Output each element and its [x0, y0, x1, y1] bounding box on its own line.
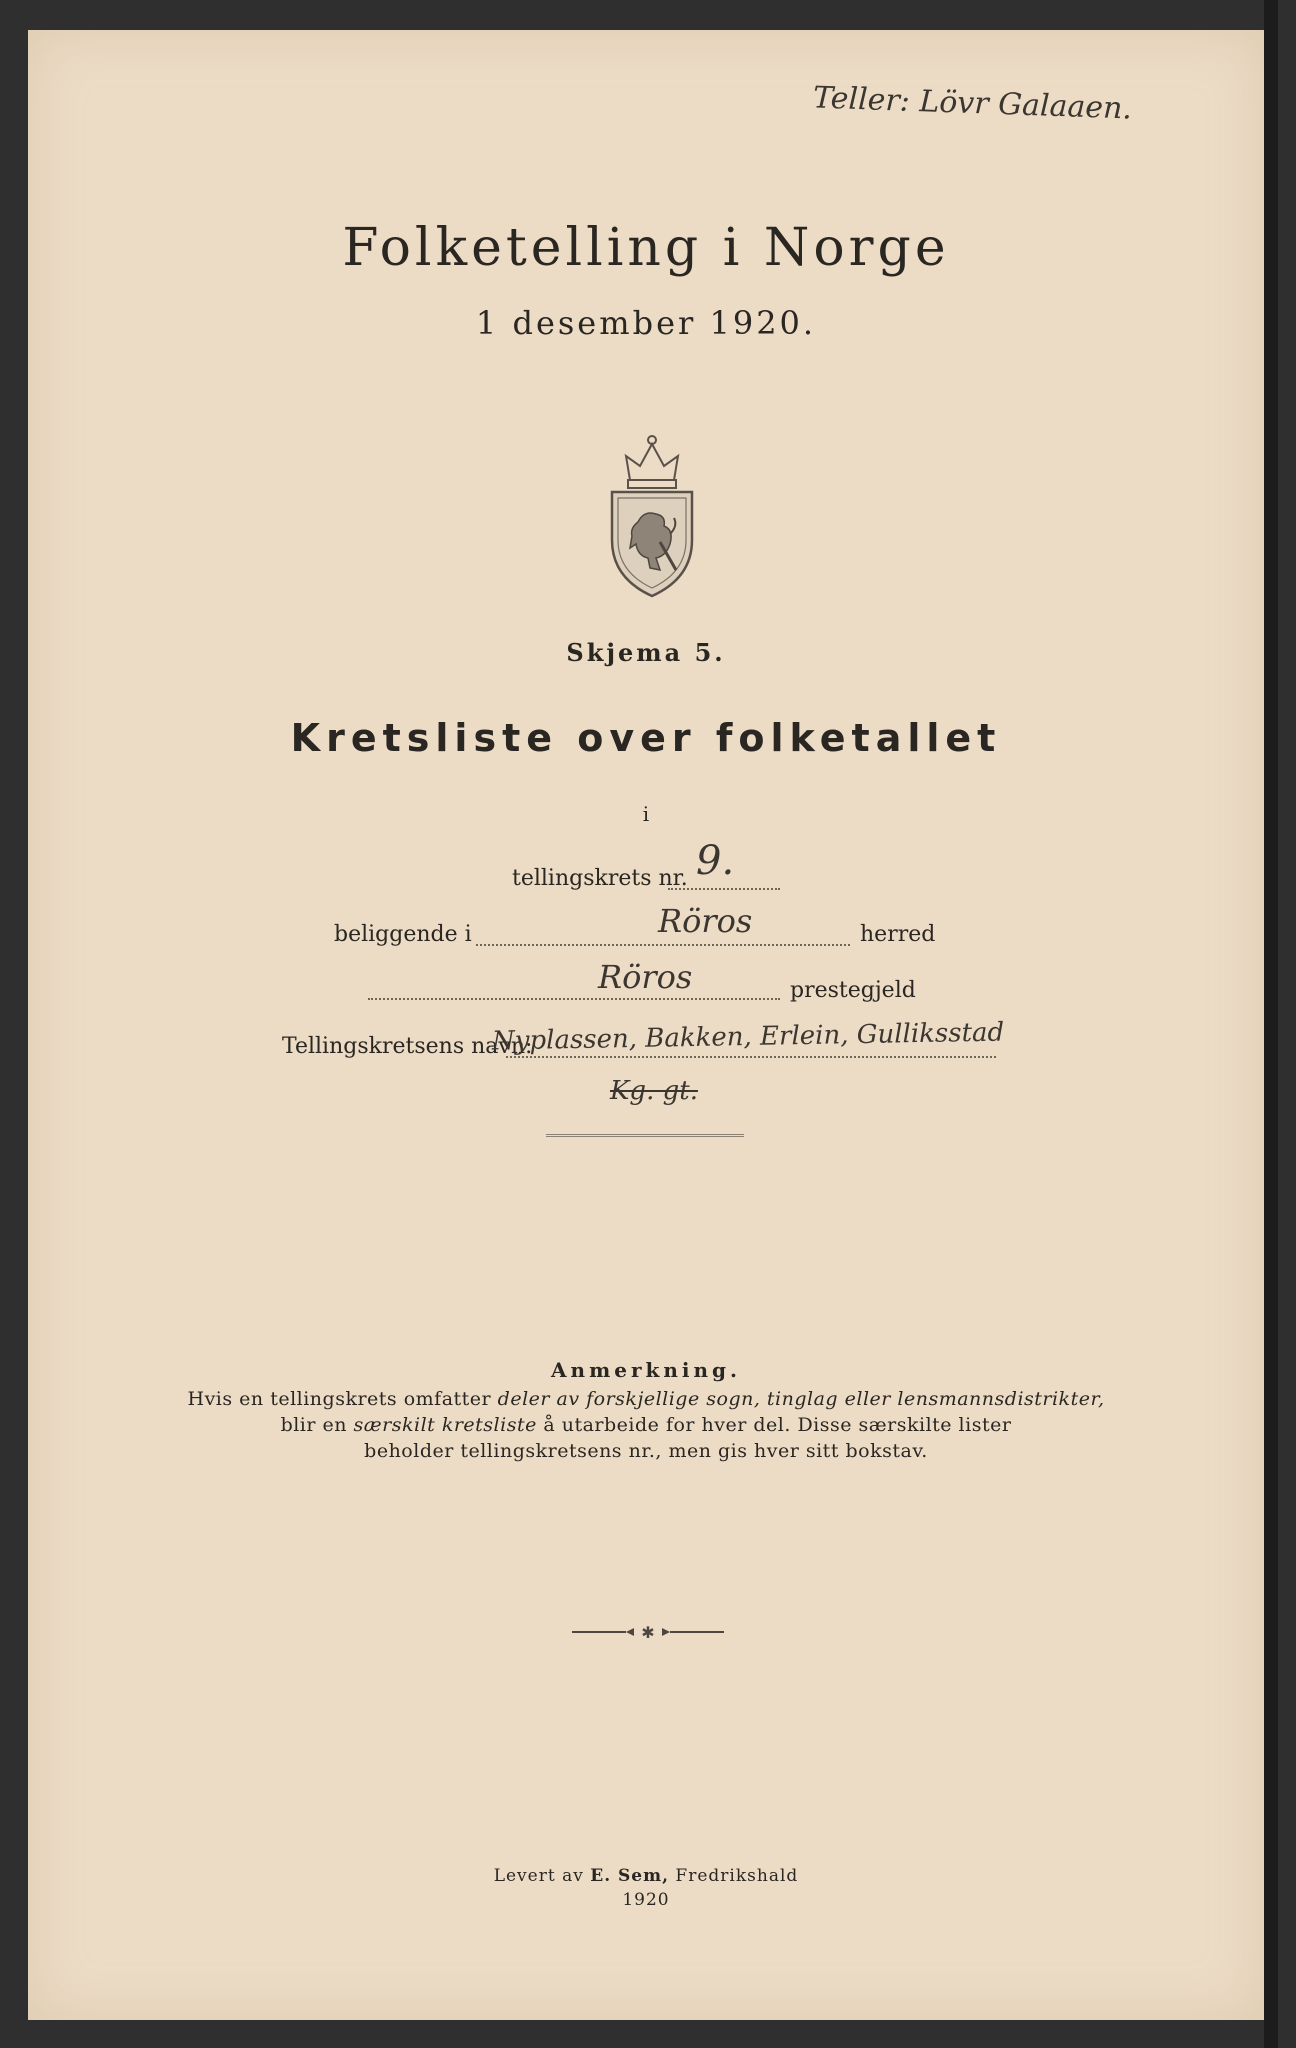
district-number-value: 9. — [696, 838, 735, 884]
census-date: 1 desember 1920. — [475, 304, 817, 342]
remark-line-2 — [28, 1414, 1264, 1436]
remark-line-2-text: blir en — [280, 1414, 354, 1436]
svg-text:✱: ✱ — [641, 1624, 655, 1640]
remark-line-1 — [28, 1388, 1264, 1410]
printer-prefix: Levert av — [493, 1866, 591, 1886]
district-name-value: Nyplassen, Bakken, Erlein, Gulliksstad — [491, 1017, 1005, 1057]
parish-value: Röros — [598, 958, 693, 996]
remark-line-2-emphasis: særskilt kretsliste — [353, 1414, 537, 1436]
printer-city: Fredrikshald — [669, 1866, 799, 1886]
municipality-line — [476, 944, 850, 946]
district-name-line — [506, 1056, 996, 1058]
district-number-label: tellingskrets nr. — [512, 866, 688, 891]
separator-rule — [546, 1134, 744, 1137]
district-name-value-continued: Kg. gt. — [610, 1076, 698, 1106]
district-name-label: Tellingskretsens navn: — [282, 1034, 533, 1059]
page-edge — [1264, 0, 1278, 2048]
remark-line-3: beholder tellingskretsens nr., men gis hver sitt bokstav. — [364, 1440, 928, 1462]
printer-name: E. Sem, — [590, 1866, 670, 1886]
remark-heading: Anmerkning. — [551, 1358, 741, 1382]
municipality-label: beliggende i — [334, 922, 472, 947]
printer-year: 1920 — [622, 1890, 670, 1910]
printer-line — [28, 1866, 1264, 1886]
coat-of-arms-icon — [604, 430, 700, 600]
remark-line-2-tail: å utarbeide for hver del. Disse særskilte lister — [536, 1414, 1012, 1436]
form-title: Folketelling i Norge — [342, 218, 950, 278]
remark-line-1-text: Hvis en tellingskrets omfatter — [187, 1388, 498, 1410]
district-number-line — [668, 888, 780, 890]
remark-line-1-emphasis: deler av forskjellige sogn, tinglag eller lensmannsdistrikter, — [497, 1388, 1105, 1410]
parish-line — [368, 998, 780, 1000]
municipality-value: Röros — [658, 902, 753, 940]
form-heading: Kretsliste over folketallet — [290, 716, 1002, 760]
heading-connector: i — [642, 802, 650, 826]
form-number: Skjema 5. — [566, 638, 726, 667]
enumerator-note: Teller: Lövr Galaaen. — [812, 80, 1133, 127]
ornament-divider-icon — [568, 1624, 728, 1640]
census-form-page — [28, 30, 1264, 2020]
herred-label: herred — [860, 922, 936, 947]
parish-label: prestegjeld — [790, 978, 916, 1003]
